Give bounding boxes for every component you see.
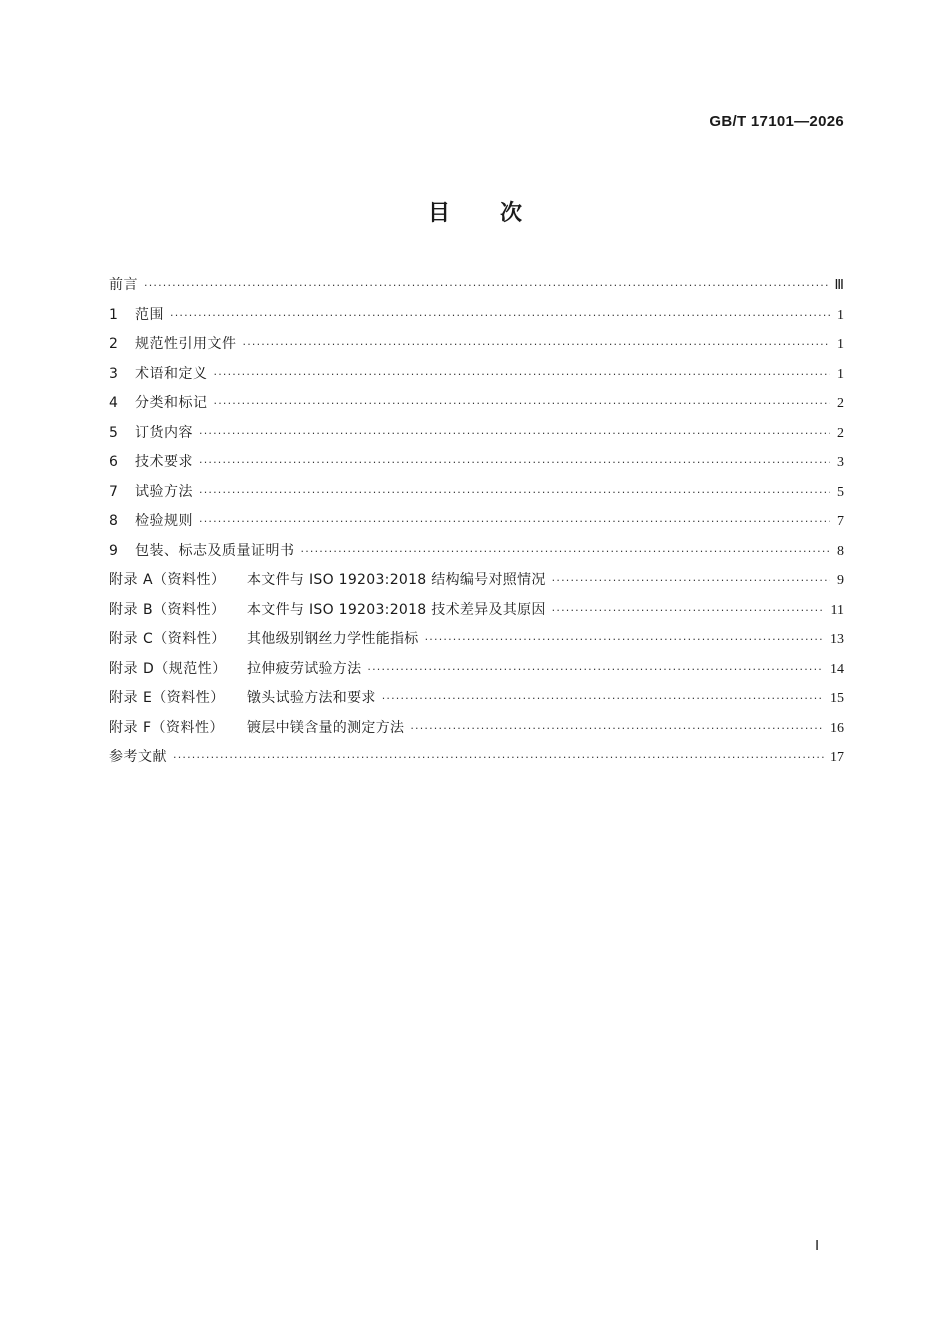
toc-page-number: 1 [837, 307, 844, 323]
toc-page-number: 8 [837, 543, 844, 559]
toc-leader-dots [173, 751, 824, 764]
toc-entry-8[interactable] [109, 510, 844, 540]
toc-leader-dots [382, 692, 824, 705]
toc-page-number: 5 [837, 484, 844, 500]
toc-entry-annex-a[interactable] [109, 569, 844, 599]
toc-entry-annex-e[interactable] [109, 687, 844, 717]
toc-leader-dots [425, 633, 824, 646]
toc-annex-label: 附录 D（规范性） [109, 660, 227, 677]
toc-annex-label: 附录 B（资料性） [109, 601, 226, 618]
table-of-contents [109, 274, 844, 776]
toc-annex-title: 拉伸疲劳试验方法 [247, 660, 362, 677]
toc-entry-4[interactable] [109, 392, 844, 422]
toc-leader-dots [170, 309, 830, 322]
toc-entry-annex-c[interactable] [109, 628, 844, 658]
toc-section-number: 3 [109, 365, 118, 382]
toc-annex-label: 附录 A（资料性） [109, 572, 226, 588]
toc-leader-dots [410, 722, 824, 735]
toc-page-number: 2 [837, 425, 844, 441]
toc-annex-title: 本文件与 ISO 19203:2018 结构编号对照情况 [247, 572, 546, 588]
toc-label: 分类和标记 [135, 395, 208, 411]
toc-annex-title: 本文件与 ISO 19203:2018 技术差异及其原因 [247, 601, 546, 618]
toc-label: 参考文献 [109, 749, 167, 765]
toc-label: 术语和定义 [135, 365, 208, 382]
toc-entry-1[interactable] [109, 304, 844, 334]
toc-entry-6[interactable] [109, 451, 844, 481]
toc-page-number: 1 [837, 337, 844, 352]
toc-section-number: 4 [109, 395, 118, 411]
document-number: GB/T 17101—2026 [709, 113, 844, 130]
toc-section-number: 6 [109, 454, 118, 470]
toc-section-number: 9 [109, 542, 118, 559]
toc-section-number: 1 [109, 306, 118, 323]
toc-entry-7[interactable] [109, 481, 844, 511]
toc-entry-9[interactable] [109, 540, 844, 570]
toc-leader-dots [214, 397, 831, 410]
toc-leader-dots [199, 515, 830, 528]
toc-leader-dots [243, 338, 831, 351]
toc-page-number: 11 [830, 602, 844, 618]
toc-leader-dots [144, 279, 828, 292]
toc-leader-dots [199, 427, 830, 440]
toc-annex-title: 镦头试验方法和要求 [247, 690, 376, 706]
toc-page-number: 3 [837, 455, 844, 470]
toc-entry-annex-f[interactable] [109, 717, 844, 747]
toc-leader-dots [214, 368, 831, 381]
toc-page-number: 2 [837, 396, 844, 411]
toc-label: 技术要求 [135, 454, 193, 470]
toc-entry-5[interactable] [109, 422, 844, 452]
toc-leader-dots [301, 545, 831, 558]
toc-entry-references[interactable] [109, 746, 844, 776]
toc-leader-dots [552, 604, 825, 617]
page-title [0, 196, 950, 227]
toc-entry-2[interactable] [109, 333, 844, 363]
toc-section-number: 2 [109, 336, 118, 352]
toc-leader-dots [199, 456, 830, 469]
toc-label: 检验规则 [135, 513, 193, 529]
toc-section-number: 7 [109, 483, 118, 500]
title-char-1: 目 [427, 201, 450, 226]
toc-label: 包装、标志及质量证明书 [135, 542, 295, 559]
toc-page-number: Ⅲ [834, 278, 844, 293]
toc-label: 前言 [109, 277, 138, 293]
toc-section-number: 5 [109, 424, 118, 441]
toc-annex-title: 其他级别钢丝力学性能指标 [247, 631, 419, 647]
toc-entry-annex-b[interactable] [109, 599, 844, 629]
toc-page-number: 9 [837, 573, 844, 588]
toc-entry-annex-d[interactable] [109, 658, 844, 688]
toc-page-number: 16 [830, 720, 844, 736]
toc-label: 规范性引用文件 [135, 336, 237, 352]
toc-entry-3[interactable] [109, 363, 844, 393]
toc-annex-label: 附录 F（资料性） [109, 719, 225, 736]
toc-annex-label: 附录 C（资料性） [109, 631, 226, 647]
toc-annex-label: 附录 E（资料性） [109, 690, 225, 706]
toc-section-number: 8 [109, 513, 118, 529]
toc-label: 试验方法 [135, 483, 193, 500]
toc-page-number: 13 [830, 632, 844, 647]
toc-label: 范围 [135, 306, 164, 323]
toc-label: 订货内容 [135, 424, 193, 441]
toc-page-number: 14 [830, 661, 844, 677]
toc-page-number: 7 [837, 514, 844, 529]
toc-leader-dots [552, 574, 830, 587]
toc-annex-title: 镀层中镁含量的测定方法 [247, 719, 405, 736]
toc-leader-dots [199, 486, 830, 499]
toc-leader-dots [367, 663, 824, 676]
toc-entry-foreword[interactable] [109, 274, 844, 304]
page-number: Ⅰ [815, 1239, 820, 1254]
toc-page-number: 15 [830, 691, 844, 706]
toc-page-number: 17 [830, 750, 844, 765]
toc-page-number: 1 [837, 366, 844, 382]
title-char-2: 次 [500, 201, 523, 226]
